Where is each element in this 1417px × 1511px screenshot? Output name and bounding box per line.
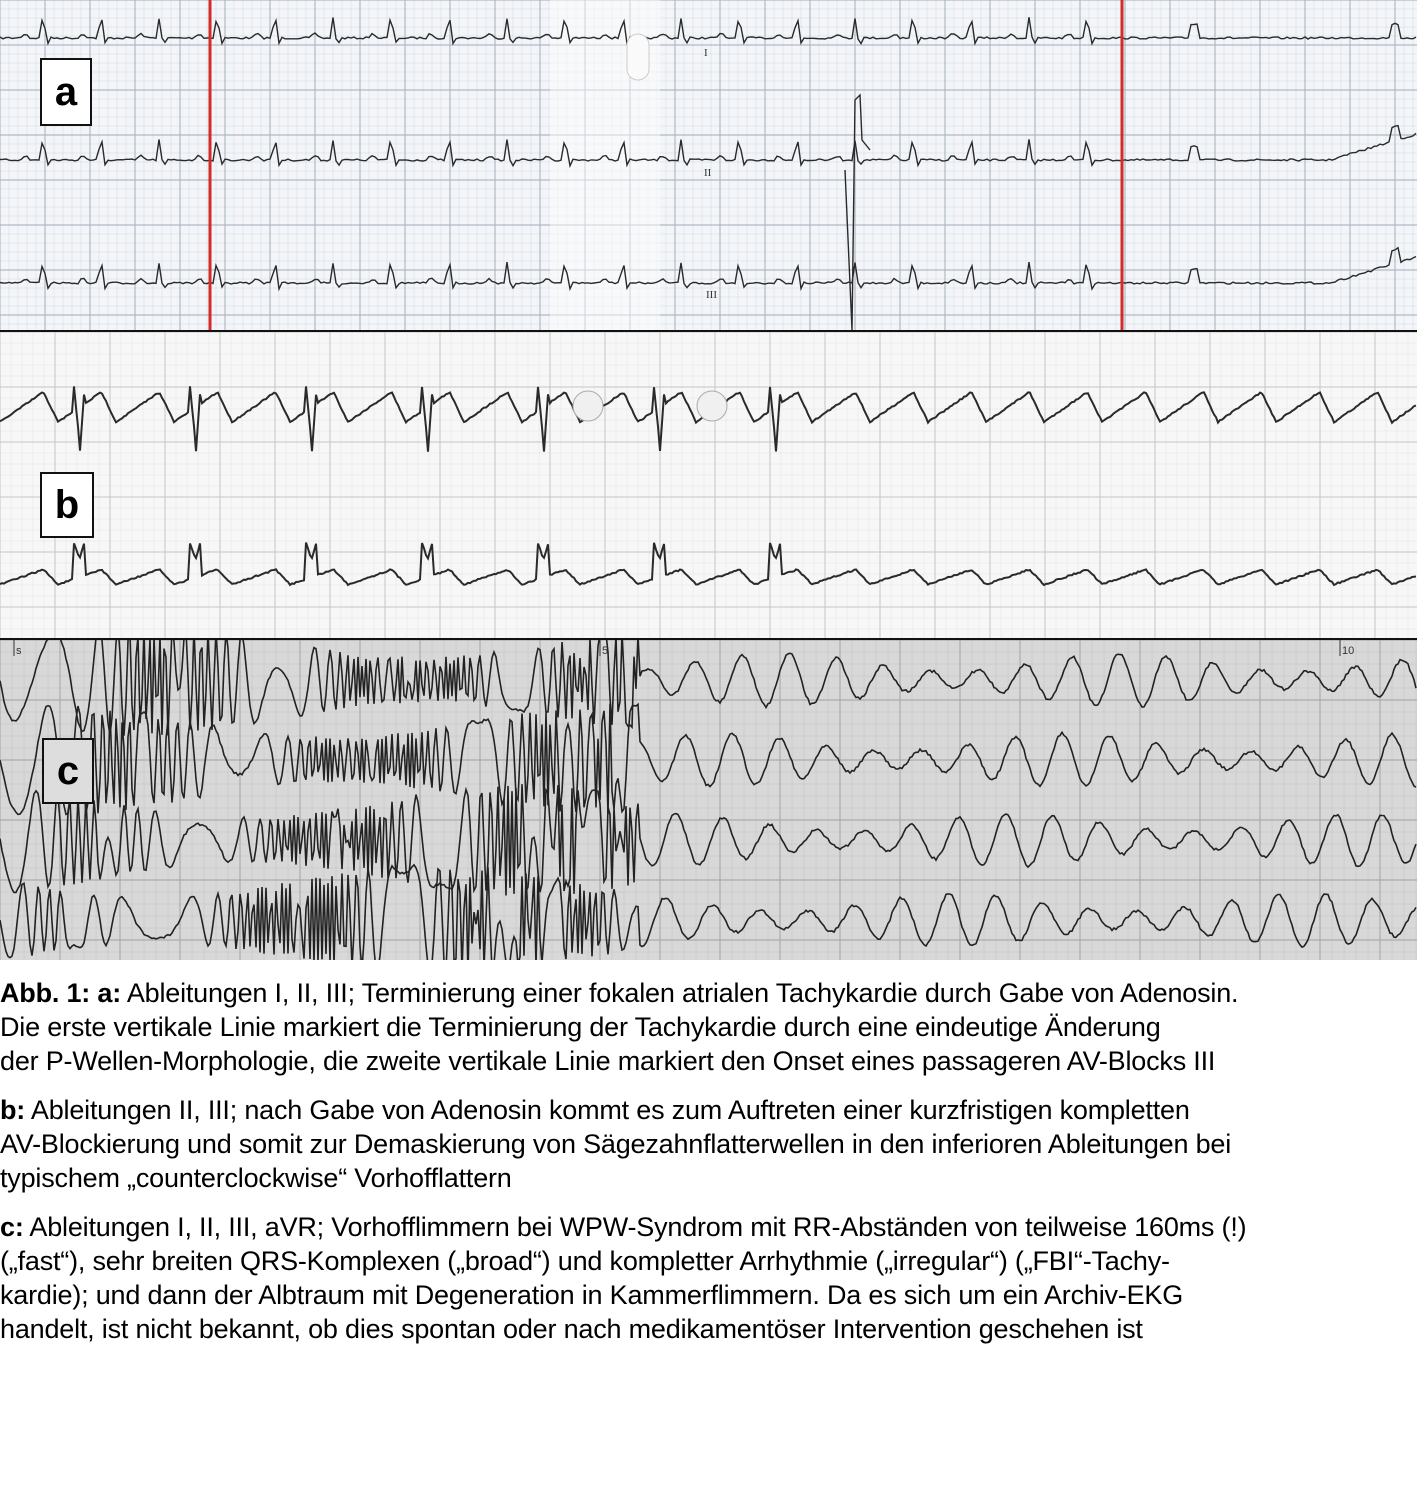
caption-prefix-c: c: — [0, 1212, 24, 1242]
lead-mark-II: II — [704, 167, 712, 179]
lead-mark-I: I — [704, 47, 708, 59]
caption-text-c-line3: kardie); und dann der Albtraum mit Degeneration in Kammerflimmern. Da es sich um ein Archiv-EKG — [0, 1280, 1184, 1310]
caption-text-a-line2: Die erste vertikale Linie markiert die Terminierung der Tachykardie durch eine eindeutige Änderung — [0, 1012, 1161, 1042]
ecg-panel-c — [0, 640, 1417, 960]
ecg-strip-a — [0, 0, 1417, 332]
caption-paragraph-a — [0, 976, 1417, 1078]
time-mark-10: 10 — [1342, 645, 1355, 657]
panel-label-a: a — [40, 58, 92, 126]
electrode-dot — [573, 391, 603, 421]
caption-text-c: Ableitungen I, II, III, aVR; Vorhofflimmern bei WPW-Syndrom mit RR-Abständen von teilweise 160ms (!) — [29, 1212, 1247, 1242]
figure-caption — [0, 976, 1417, 1361]
ecg-panel-a — [0, 0, 1417, 332]
time-mark-5: 5 — [602, 645, 609, 657]
ecg-strip-b — [0, 332, 1417, 640]
panel-label-c: c — [42, 738, 94, 804]
time-mark-s: s — [16, 645, 22, 657]
caption-prefix-b: b: — [0, 1095, 26, 1125]
ecg-strip-c — [0, 640, 1417, 960]
caption-paragraph-b — [0, 1093, 1417, 1195]
panel-label-b: b — [40, 472, 94, 538]
punch-hole — [627, 34, 649, 80]
caption-text-a-line3: der P-Wellen-Morphologie, die zweite vertikale Linie markiert den Onset eines passageren AV-Blocks III — [0, 1046, 1216, 1076]
ecg-panel-b — [0, 332, 1417, 640]
caption-prefix-a: Abb. 1: a: — [0, 978, 122, 1008]
caption-text-c-line2: („fast“), sehr breiten QRS-Komplexen („broad“) und kompletter Arrhythmie („irregular“) („FBI“-Tachy- — [0, 1246, 1170, 1276]
caption-text-b: Ableitungen II, III; nach Gabe von Adenosin kommt es zum Auftreten einer kurzfristigen kompletten — [30, 1095, 1190, 1125]
caption-text-b-line2: AV-Blockierung und somit zur Demaskierung von Sägezahnflatterwellen in den inferioren Ableitungen bei — [0, 1129, 1232, 1159]
caption-text-a: Ableitungen I, II, III; Terminierung einer fokalen atrialen Tachykardie durch Gabe von Adenosin. — [126, 978, 1239, 1008]
caption-text-c-line4: handelt, ist nicht bekannt, ob dies spontan oder nach medikamentöser Intervention geschehen ist — [0, 1314, 1143, 1344]
caption-paragraph-c — [0, 1210, 1417, 1346]
caption-text-b-line3: typischem „counterclockwise“ Vorhofflattern — [0, 1163, 512, 1193]
lead-mark-III: III — [706, 289, 717, 301]
electrode-dot — [697, 391, 727, 421]
